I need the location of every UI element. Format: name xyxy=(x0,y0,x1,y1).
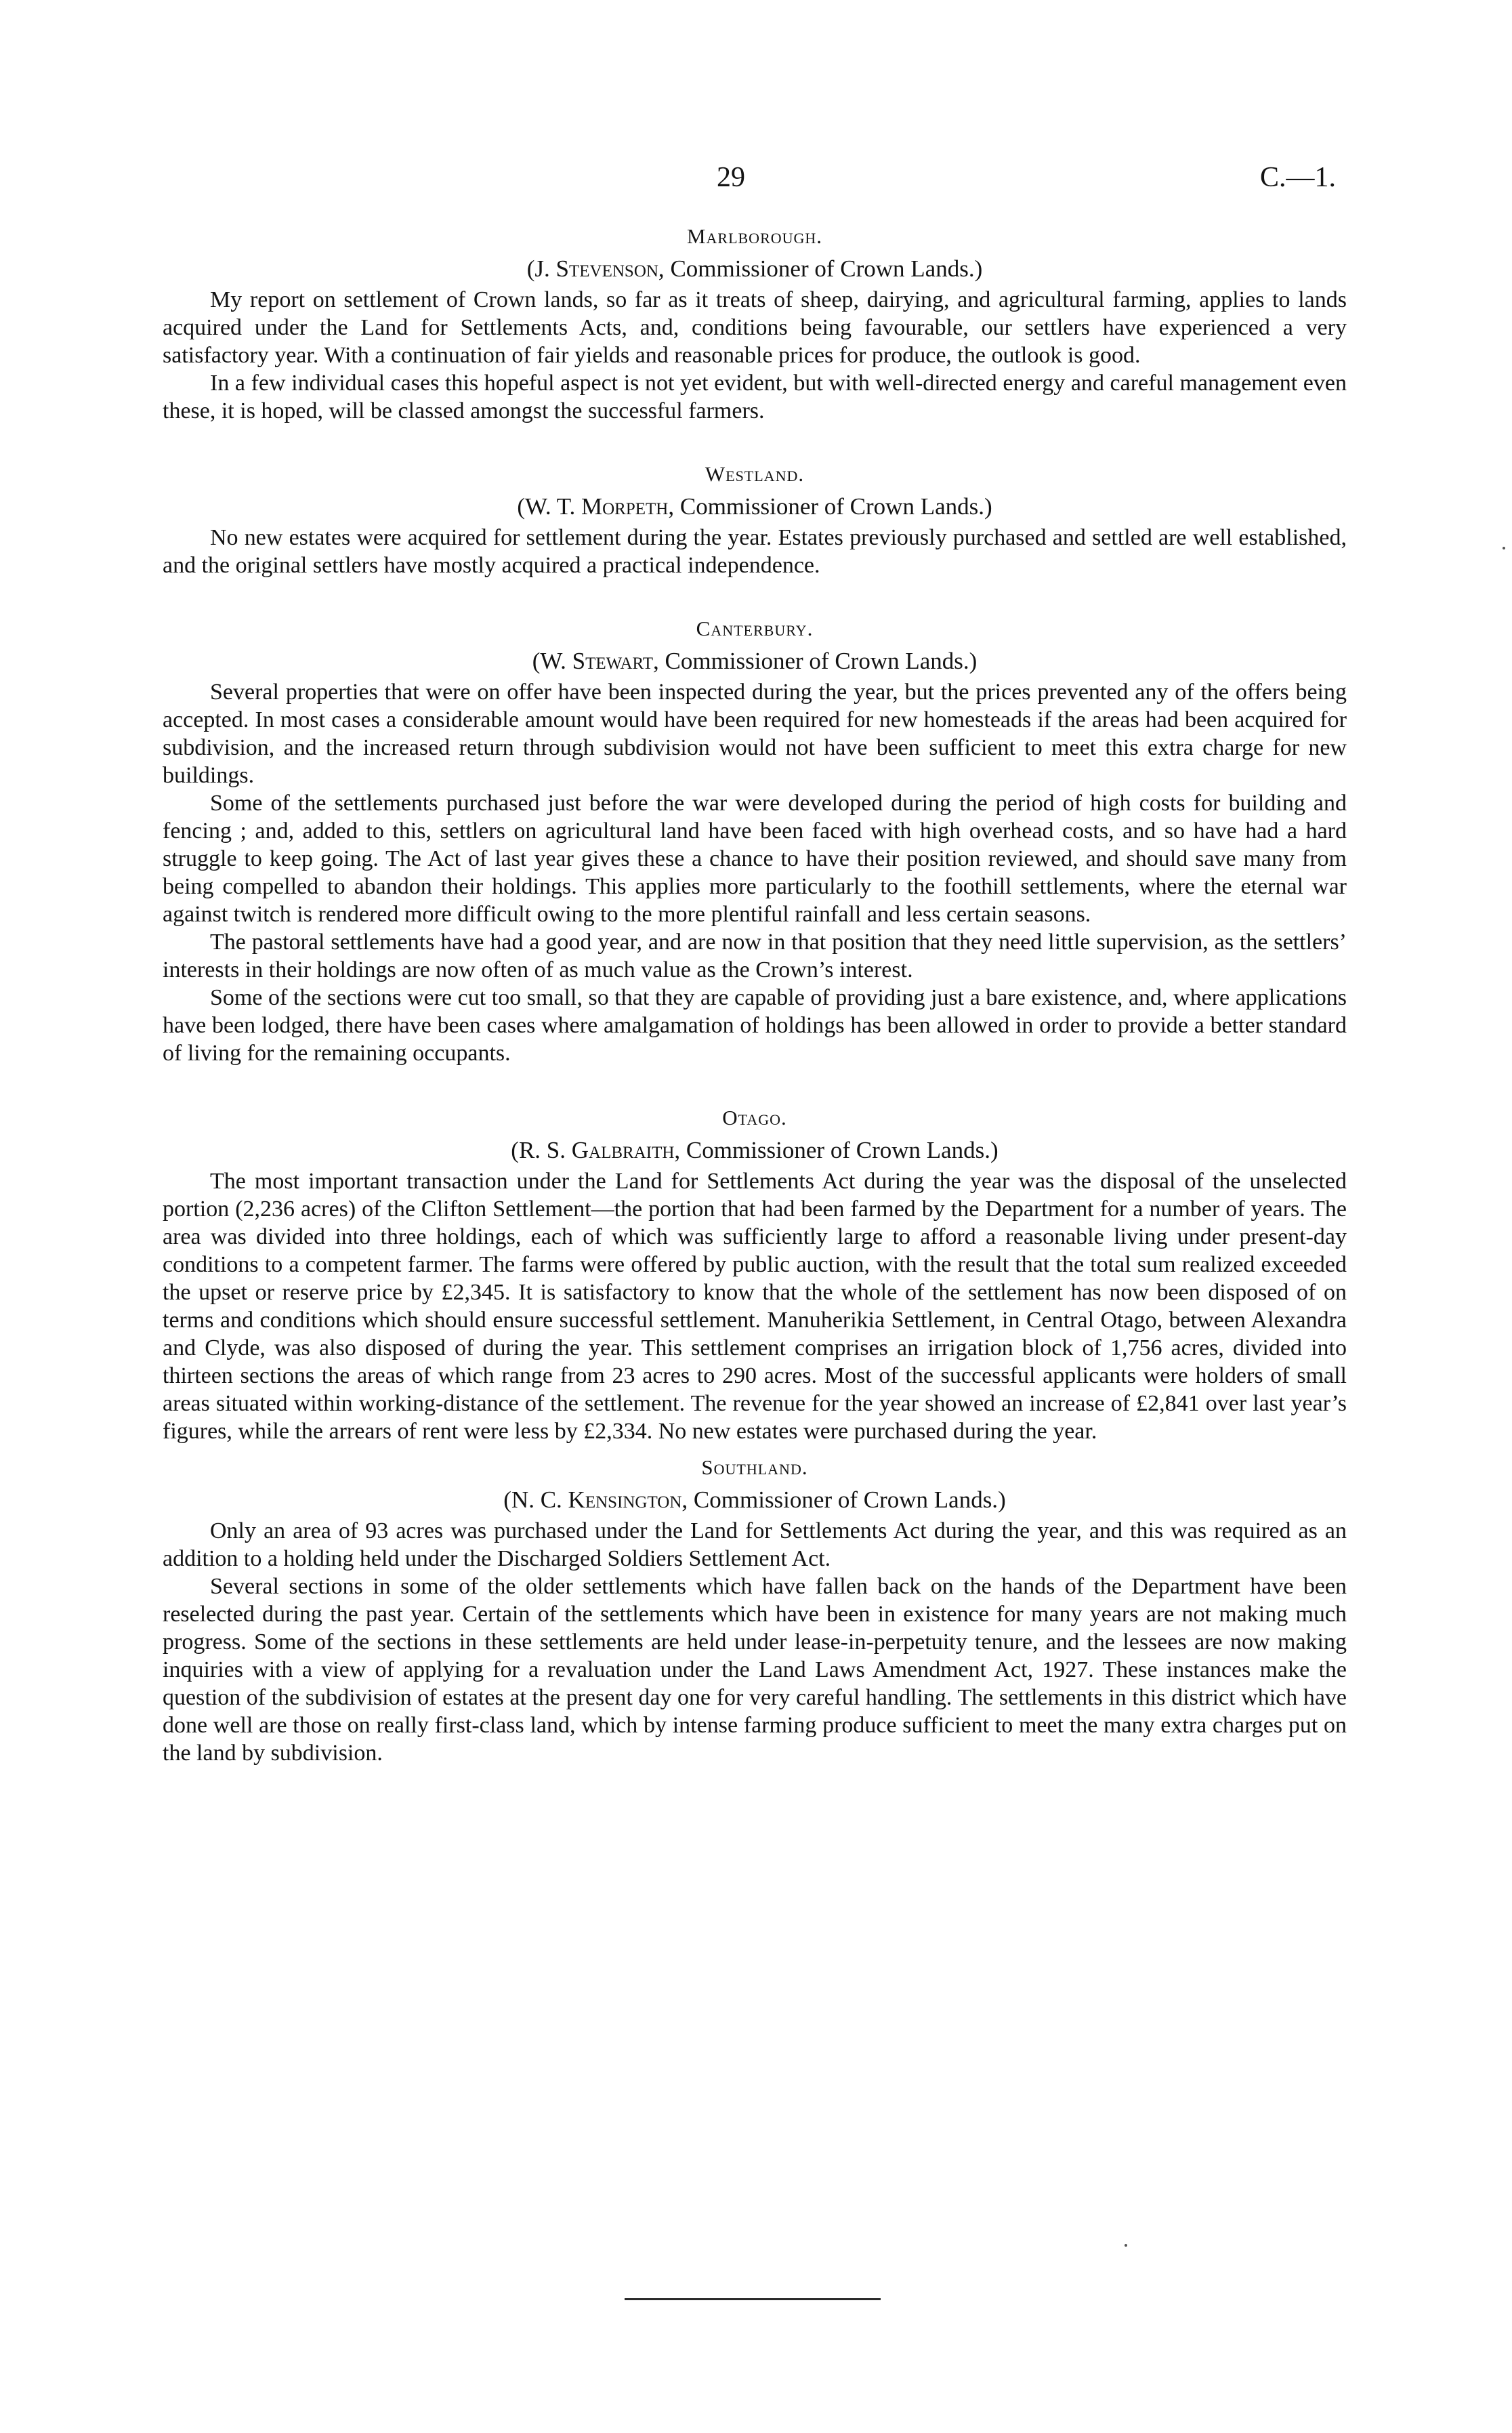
commissioner-title: Commissioner of Crown Lands. xyxy=(693,1486,999,1513)
commissioner-name: W. T. Morpeth, xyxy=(525,493,675,520)
report-code: C.—1. xyxy=(1260,162,1337,193)
commissioner-title: Commissioner of Crown Lands. xyxy=(686,1137,991,1163)
commissioner-line: (N. C. Kensington, Commissioner of Crown Lands.) xyxy=(503,1486,1006,1513)
commissioner-line: (J. Stevenson, Commissioner of Crown Lands.) xyxy=(526,255,983,282)
commissioner-line: (R. S. Galbraith, Commissioner of Crown Lands.) xyxy=(511,1137,999,1163)
section-southland xyxy=(163,1455,1347,1767)
page-header xyxy=(0,157,1512,198)
paragraph: Several sections in some of the older settlements which have fallen back on the hands of the Department have been reselected during the past year. Certain of the settlements which have been in existence for many years are not making much progress. Some of the sections in these settlements are held under lease-in-perpetuity tenure, and the lessees are now making inquiries with a view of applying for a revaluation under the Land Laws Amendment Act, 1927. These instances make the question of the subdivision of estates at the present day one for very careful handling. The settlements in this district which have done well are those on really first-class land, which by intense farming produce sufficient to meet the many extra charges put on the land by subdivision. xyxy=(163,1574,1347,1766)
section-heading: Marlborough. xyxy=(686,224,823,248)
section-marlborough xyxy=(163,224,1347,425)
section-heading: Westland. xyxy=(705,462,805,486)
paragraph: My report on settlement of Crown lands, so far as it treats of sheep, dairying, and agricultural farming, applies to lands acquired under the Land for Settlements Acts, and, conditions being favourable, our settlers have experienced a very satisfactory year. With a continuation of fair yields and reasonable prices for produce, the outlook is good. xyxy=(163,287,1347,368)
paragraph: Some of the sections were cut too small, so that they are capable of providing just a bare existence, and, where applications have been lodged, there have been cases where amalgamation of holdings has been allowed in order to provide a better standard of living for the remaining occupants. xyxy=(163,985,1347,1066)
paragraph: Only an area of 93 acres was purchased under the Land for Settlements Act during the year, and this was required as an addition to a holding held under the Discharged Soldiers Settlement Act. xyxy=(163,1518,1347,1571)
commissioner-line: (W. Stewart, Commissioner of Crown Lands.) xyxy=(532,648,978,674)
section-otago xyxy=(163,1105,1347,1445)
section-westland xyxy=(163,461,1347,579)
commissioner-name: J. Stevenson, xyxy=(534,255,665,282)
commissioner-name: R. S. Galbraith, xyxy=(518,1137,681,1163)
paragraph: No new estates were acquired for settlement during the year. Estates previously purchased and settled are well established, and the original settlers have mostly acquired a practical independence. xyxy=(163,525,1347,578)
report-body xyxy=(163,224,1347,1767)
commissioner-name: W. Stewart, xyxy=(540,648,659,674)
end-rule xyxy=(625,2298,881,2300)
section-heading: Southland. xyxy=(701,1455,808,1479)
commissioner-name: N. C. Kensington, xyxy=(511,1486,688,1513)
section-heading: Canterbury. xyxy=(696,617,814,640)
scan-speck xyxy=(1125,2244,1127,2247)
commissioner-line: (W. T. Morpeth, Commissioner of Crown Lands.) xyxy=(517,493,992,520)
paragraph: The pastoral settlements have had a good year, and are now in that position that they need little supervision, as the settlers’ interests in their holdings are now often of as much value as the Crown’s interest. xyxy=(163,930,1347,982)
commissioner-title: Commissioner of Crown Lands. xyxy=(665,648,969,674)
section-heading: Otago. xyxy=(722,1106,787,1129)
paragraph: Several properties that were on offer have been inspected during the year, but the prices prevented any of the offers being accepted. In most cases a considerable amount would have been required for new homesteads if the areas had been acquired for subdivision, and the increased return through subdivision would not have been sufficient to meet this extra charge for new buildings. xyxy=(163,680,1347,788)
commissioner-title: Commissioner of Crown Lands. xyxy=(670,255,975,282)
section-canterbury xyxy=(163,616,1347,1067)
commissioner-title: Commissioner of Crown Lands. xyxy=(679,493,984,520)
page-number: 29 xyxy=(717,162,745,193)
scan-speck xyxy=(1503,547,1505,549)
paragraph: In a few individual cases this hopeful aspect is not yet evident, but with well-directed energy and careful management even these, it is hoped, will be classed amongst the successful farmers. xyxy=(163,371,1347,423)
paragraph: The most important transaction under the Land for Settlements Act during the year was the disposal of the unselected portion (2,236 acres) of the Clifton Settlement—the portion that had been farmed by the Department for a number of years. The area was divided into three holdings, each of which was sufficiently large to afford a reasonable living under present-day conditions to a competent farmer. The farms were offered by public auction, with the result that the total sum realized exceeded the upset or reserve price by £2,345. It is satisfactory to know that the whole of the settlement has now been disposed of on terms and conditions which should ensure successful settlement. Manuherikia Settlement, in Central Otago, between Alexandra and Clyde, was also disposed of during the year. This settlement comprises an irrigation block of 1,756 acres, divided into thirteen sections the areas of which range from 23 acres to 290 acres. Most of the successful applicants were holders of small areas situated within working-distance of the settlement. The revenue for the year showed an increase of £2,841 over last year’s figures, while the arrears of rent were less by £2,334. No new estates were purchased during the year. xyxy=(163,1169,1347,1444)
paragraph: Some of the settlements purchased just before the war were developed during the period of high costs for building and fencing ; and, added to this, settlers on agricultural land have been faced with high overhead costs, and so have had a hard struggle to keep going. The Act of last year gives these a chance to have their position reviewed, and should save many from being compelled to abandon their holdings. This applies more particularly to the foothill settlements, where the eternal war against twitch is rendered more difficult owing to the more plentiful rainfall and less certain seasons. xyxy=(163,791,1347,927)
